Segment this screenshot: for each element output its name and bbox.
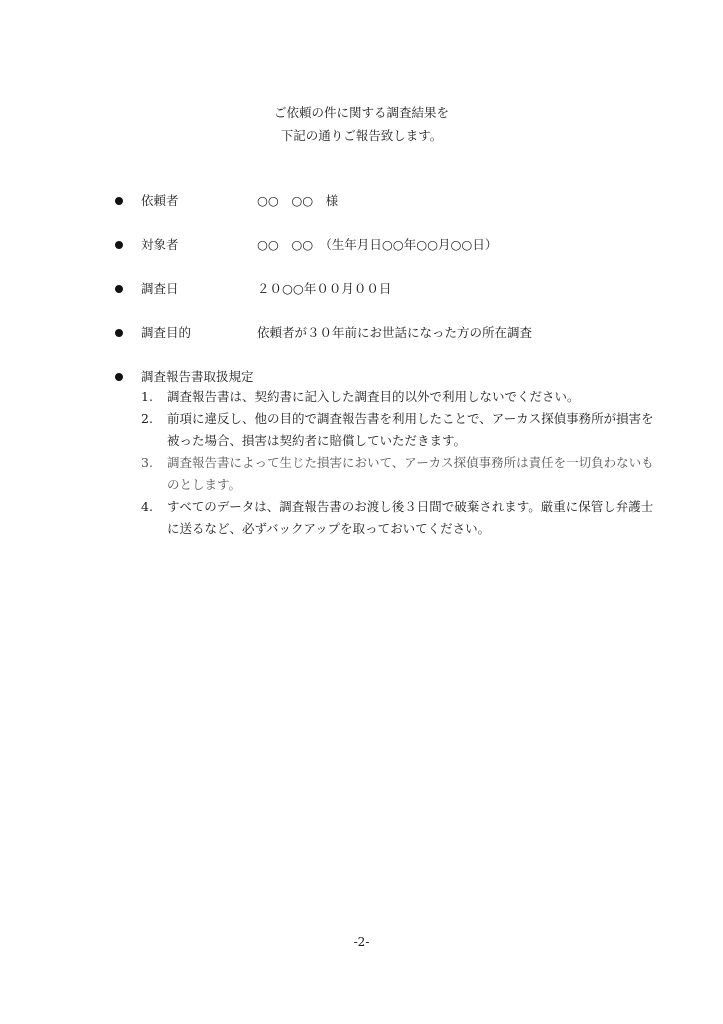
- intro-line-2: 下記の通りご報告致します。: [280, 128, 443, 143]
- item-value: ○○ ○○ （生年月日○○年○○月○○日）: [257, 237, 498, 252]
- item-requester: [0, 191, 723, 211]
- item-value: ２０○○年００月００日: [257, 281, 392, 296]
- item-label: 調査日: [141, 281, 179, 296]
- item-survey-purpose: [0, 323, 723, 343]
- rule-item: [141, 408, 661, 452]
- item-label: 依頼者: [141, 193, 179, 208]
- rule-number: 2.: [141, 411, 153, 426]
- rule-number: 3.: [141, 455, 153, 470]
- item-value: 依頼者が３０年前にお世話になった方の所在調査: [257, 325, 533, 340]
- intro-line-1: ご依頼の件に関する調査結果を: [273, 105, 449, 120]
- rule-text: すべてのデータは、調査報告書のお渡し後３日間で破棄されます。厳重に保管し弁護士に送るなど、必ずバックアップを取っておいてください。: [167, 499, 654, 536]
- item-survey-date: [0, 279, 723, 299]
- rule-text: 調査報告書は、契約書に記入した調査目的以外で利用しないでください。: [167, 389, 580, 404]
- rule-text: 調査報告書によって生じた損害において、アーカス探偵事務所は責任を一切負わないものとします。: [167, 455, 654, 492]
- rule-item: [141, 386, 661, 408]
- bullet-icon: [115, 329, 123, 337]
- rule-number: 1.: [141, 389, 153, 404]
- intro-text: [0, 101, 723, 147]
- item-subject: [0, 235, 723, 255]
- rule-text: 前項に違反し、他の目的で調査報告書を利用したことで、アーカス探偵事務所が損害を被った場合、損害は契約者に賠償していただきます。: [167, 411, 654, 448]
- rule-item: [141, 452, 661, 496]
- item-handling-rules: [0, 367, 723, 387]
- bullet-icon: [115, 241, 123, 249]
- item-label: 調査報告書取扱規定: [141, 369, 254, 384]
- rule-item: [141, 496, 661, 540]
- bullet-icon: [115, 197, 123, 205]
- item-value: ○○ ○○ 様: [257, 193, 339, 208]
- item-label: 調査目的: [141, 325, 192, 340]
- item-label: 対象者: [141, 237, 179, 252]
- bullet-icon: [115, 285, 123, 293]
- handling-rules-list: [141, 386, 661, 540]
- bullet-icon: [115, 373, 123, 381]
- rule-number: 4.: [141, 499, 153, 514]
- page-number: -2-: [353, 935, 370, 949]
